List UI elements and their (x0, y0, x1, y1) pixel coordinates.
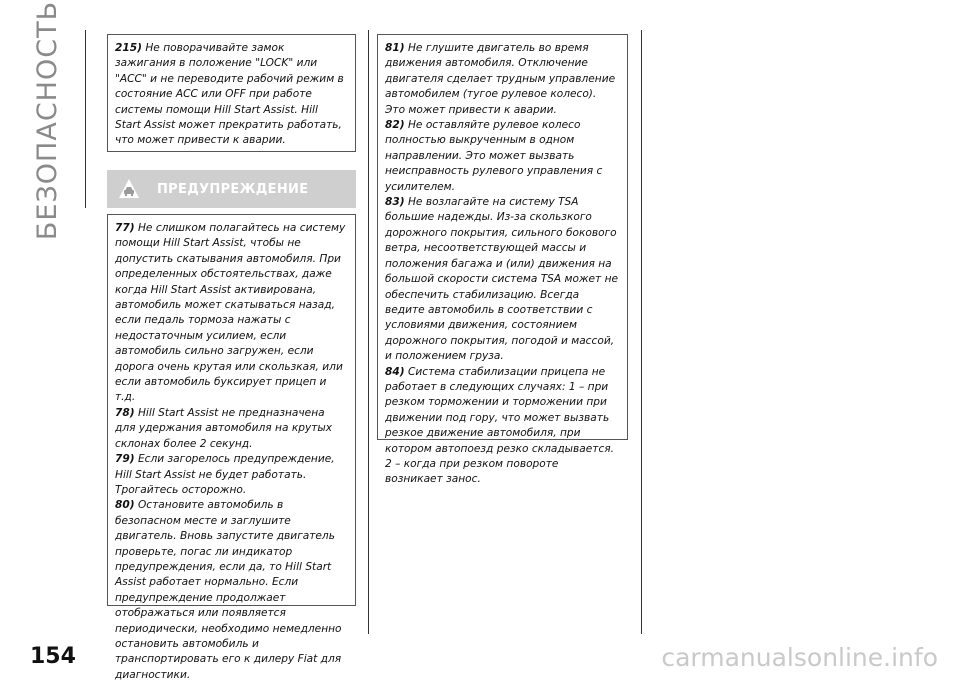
note-box-left (107, 214, 356, 681)
section-tab (22, 0, 74, 240)
note-item: 77) Не слишком полагайтесь на систему помощи Hill Start Assist, чтобы не допустить скатывания автомобиля. При определенных обстоятельствах, даже когда Hill Start Assist активирована, автомобиль может скатываться назад, если педаль тормоза нажаты с недостаточным усилием, если автомобиль сильно загружен, если дорога очень крутая или скользкая, или если автомобиль буксирует прицеп и т.д. (115, 222, 346, 404)
note-item: 82) Не оставляйте рулевое колесо полностью выкрученным в одном направлении. Это может вызвать неисправность рулевого управления с усилителем. (385, 119, 603, 193)
column-divider-left (368, 30, 369, 634)
car-warning-icon (107, 170, 151, 208)
section-tab-label: БЕЗОПАСНОСТЬ (32, 0, 64, 240)
note-item: 215) Не поворачивайте замок зажигания в положение "LOCK" или "ACC" и не переводите рабочий режим в состояние ACC или OFF при работе системы помощи Hill Start Assist. Hill Start Assist может прекратить работать, что может привести к аварии. (115, 42, 344, 147)
page-number: 154 (30, 644, 76, 669)
watermark: carmanualsonline.info (661, 643, 938, 672)
note-item: 81) Не глушите двигатель во время движения автомобиля. Отключение двигателя сделает трудным управление автомобилем (тугое рулевое колесо). Это может привести к аварии. (385, 42, 616, 116)
left-margin-rule (85, 30, 86, 208)
warning-title: ПРЕДУПРЕЖДЕНИЕ (157, 181, 309, 197)
note-box-top (107, 34, 356, 152)
warning-banner (107, 170, 356, 208)
column-divider-right (641, 30, 642, 634)
note-item: 84) Система стабилизации прицепа не работает в следующих случаях: 1 – при резком торможении и торможении при движении под гору, что может вызвать резкое движение автомобиля, при котором автопоезд резко складывается. 2 – когда при резком повороте возникает занос. (385, 365, 615, 486)
note-item: 80) Остановите автомобиль в безопасном месте и заглушите двигатель. Вновь запустите двигатель проверьте, погас ли индикатор предупреждения, если да, то Hill Start Assist работает нормально. Если предупреждение продолжает отображаться или появляется периодически, необходимо немедленно остановить автомобиль и транспортировать его к дилеру Fiat для диагностики. (115, 499, 342, 681)
note-item: 79) Если загорелось предупреждение, Hill Start Assist не будет работать. Трогайтесь осторожно. (115, 453, 335, 496)
note-item: 83) Не возлагайте на систему TSA большие надежды. Из-за скользкого дорожного покрытия, сильного бокового ветра, несоответствующей массы и положения багажа и (или) движения на большой скорости система TSA может не обеспечить стабилизацию. Всегда ведите автомобиль в соответствии с условиями движения, состоянием дорожного покрытия, погодой и массой, и положением груза. (385, 196, 619, 363)
note-box-right (377, 34, 628, 486)
note-item: 78) Hill Start Assist не предназначена для удержания автомобиля на крутых склонах более 2 секунд. (115, 406, 333, 450)
